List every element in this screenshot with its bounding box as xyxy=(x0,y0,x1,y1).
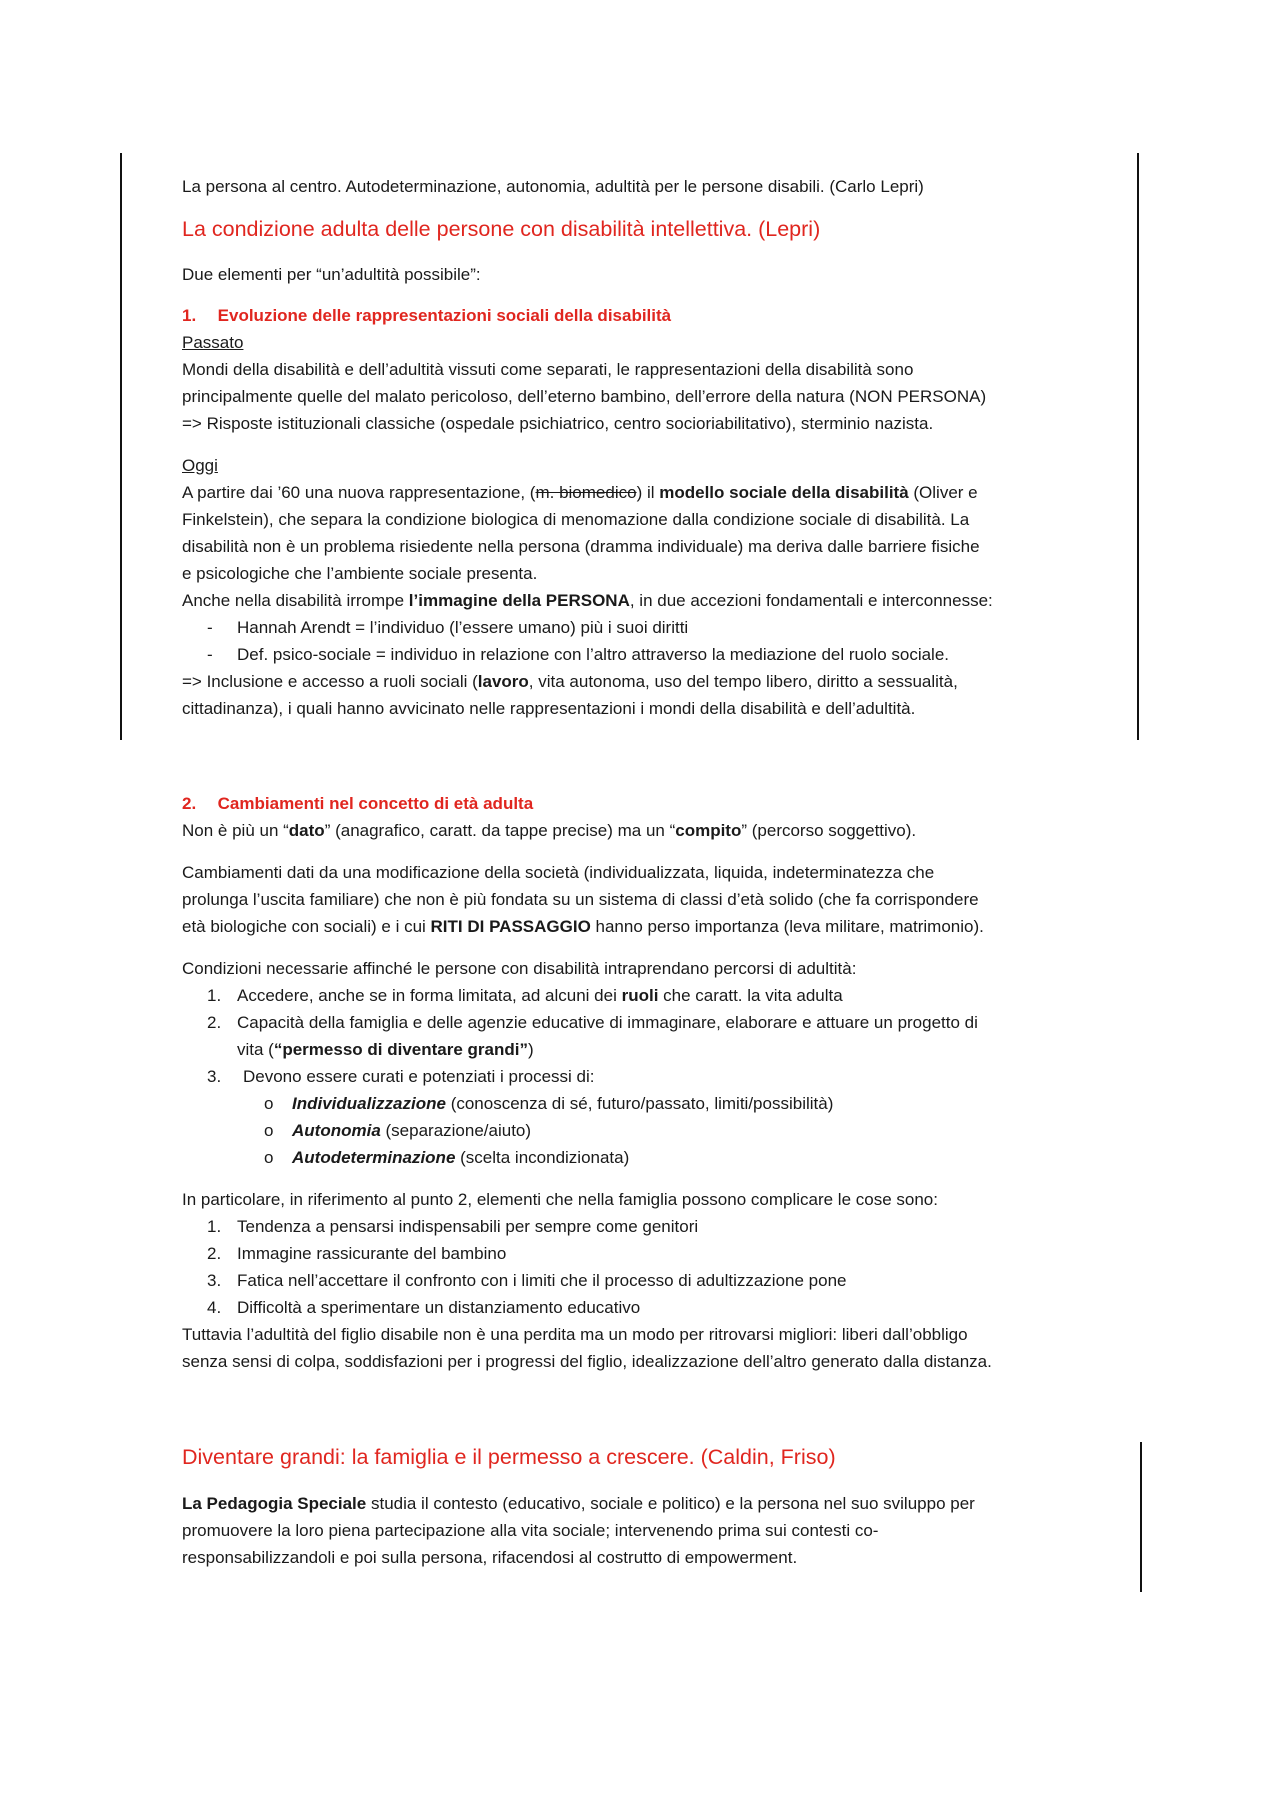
tuttavia-line: Tuttavia l’adultità del figlio disabile non è una perdita ma un modo per ritrovarsi migliori: liberi dall’obbligo xyxy=(182,1325,968,1344)
header-line: La persona al centro. Autodeterminazione, autonomia, adultità per le persone disabili. (Carlo Lepri) xyxy=(182,177,924,196)
item-text: Difficoltà a sperimentare un distanziamento educativo xyxy=(237,1298,641,1317)
oggi-line: disabilità non è un problema risiedente nella persona (dramma individuale) ma deriva dalle barriere fisiche xyxy=(182,537,980,556)
item-number: 2. xyxy=(207,1244,222,1263)
bold-text: compito xyxy=(675,821,742,840)
oggi-line xyxy=(182,482,978,504)
section2-title: Diventare grandi: la famiglia e il permesso a crescere. (Caldin, Friso) xyxy=(182,1445,836,1469)
dash-bullet: - xyxy=(207,618,213,637)
text-span: ) il xyxy=(636,483,660,502)
bold-text: La Pedagogia Speciale xyxy=(182,1494,367,1513)
bold-text: l’immagine della PERSONA xyxy=(408,591,630,610)
circle-bullet: o xyxy=(264,1148,274,1167)
section2-line: responsabilizzandoli e poi sulla persona, rifacendosi al costrutto di empowerment. xyxy=(182,1548,798,1567)
text-span: => Inclusione e accesso a ruoli sociali ( xyxy=(182,672,478,691)
item-number: 1. xyxy=(207,986,222,1005)
item-number: 3. xyxy=(207,1271,222,1290)
dash-bullet: - xyxy=(207,645,213,664)
text-span: Non è più un “ xyxy=(182,821,289,840)
item-text xyxy=(237,1039,534,1061)
bold-text: RITI DI PASSAGGIO xyxy=(430,917,591,936)
passato-line: Mondi della disabilità e dell’adultità vissuti come separati, le rappresentazioni della disabilità sono xyxy=(182,360,914,379)
text-span: età biologiche con sociali) e i cui xyxy=(182,917,431,936)
tuttavia-line: senza sensi di colpa, soddisfazioni per i progressi del figlio, idealizzazione dell’altro generato dalla distanza. xyxy=(182,1352,992,1371)
sub-item-text xyxy=(292,1147,629,1169)
point1-number: 1. xyxy=(182,306,197,325)
bold-text: lavoro xyxy=(477,672,529,691)
point1-title: Evoluzione delle rappresentazioni sociali della disabilità xyxy=(217,306,672,325)
item-number: 2. xyxy=(207,1013,222,1032)
item-text: Capacità della famiglia e delle agenzie educative di immaginare, elaborare e attuare un progetto di xyxy=(237,1013,978,1032)
item-text xyxy=(237,985,843,1007)
section1-title: La condizione adulta delle persone con disabilità intellettiva. (Lepri) xyxy=(182,217,821,241)
right-margin-bar-lower xyxy=(1140,1442,1142,1592)
text-span: (separazione/aiuto) xyxy=(380,1121,532,1140)
text-span: A partire dai ’60 una nuova rappresentazione, ( xyxy=(182,483,536,502)
condizioni-intro: Condizioni necessarie affinché le persone con disabilità intraprendano percorsi di adultità: xyxy=(182,959,857,978)
text-span: (scelta incondizionata) xyxy=(455,1148,630,1167)
text-span: ” (percorso soggettivo). xyxy=(741,821,917,840)
oggi-line: Finkelstein), che separa la condizione biologica di menomazione dalla condizione sociale di disabilità. La xyxy=(182,510,970,529)
persona-line xyxy=(182,590,993,612)
bold-italic-term: Individualizzazione xyxy=(292,1094,446,1113)
text-span: ” (anagrafico, caratt. da tappe precise) ma un “ xyxy=(324,821,676,840)
section1-intro: Due elementi per “un’adultità possibile”: xyxy=(182,265,481,284)
item-number: 4. xyxy=(207,1298,222,1317)
oggi-line: e psicologiche che l’ambiente sociale presenta. xyxy=(182,564,538,583)
text-span: Anche nella disabilità irrompe xyxy=(182,591,409,610)
item-text: Devono essere curati e potenziati i processi di: xyxy=(243,1067,595,1086)
bold-text: dato xyxy=(288,821,325,840)
sub-item-text xyxy=(292,1120,531,1142)
bold-text: “permesso di diventare grandi” xyxy=(273,1040,528,1059)
circle-bullet: o xyxy=(264,1094,274,1113)
bold-italic-term: Autonomia xyxy=(292,1121,381,1140)
point2-number: 2. xyxy=(182,794,197,813)
cambiamenti-line: prolunga l’uscita familiare) che non è più fondata su un sistema di classi d’età solido (che fa corrispondere xyxy=(182,890,979,909)
item-number: 1. xyxy=(207,1217,222,1236)
section2-line: promuovere la loro piena partecipazione alla vita sociale; intervenendo prima sui contesti co- xyxy=(182,1521,879,1540)
text-span: che caratt. la vita adulta xyxy=(658,986,843,1005)
text-span: (Oliver e xyxy=(908,483,978,502)
text-span: hanno perso importanza (leva militare, matrimonio). xyxy=(590,917,984,936)
bold-text: modello sociale della disabilità xyxy=(659,483,909,502)
cambiamenti-line: Cambiamenti dati da una modificazione della società (individualizzata, liquida, indeterminatezza che xyxy=(182,863,935,882)
cambiamenti-line xyxy=(182,916,984,938)
item-text: Fatica nell’accettare il confronto con i limiti che il processo di adultizzazione pone xyxy=(237,1271,847,1290)
item-number: 3. xyxy=(207,1067,222,1086)
item-text: Tendenza a pensarsi indispensabili per sempre come genitori xyxy=(237,1217,699,1236)
text-span: Accedere, anche se in forma limitata, ad alcuni dei xyxy=(237,986,622,1005)
text-span: , in due accezioni fondamentali e interconnesse: xyxy=(629,591,993,610)
passato-label: Passato xyxy=(182,333,244,352)
circle-bullet: o xyxy=(264,1121,274,1140)
text-span: vita ( xyxy=(237,1040,274,1059)
bold-italic-term: Autodeterminazione xyxy=(292,1148,456,1167)
strikethrough-text: m. biomedico xyxy=(535,483,637,502)
passato-line: => Risposte istituzionali classiche (ospedale psichiatrico, centro socioriabilitativo), sterminio nazista. xyxy=(182,414,934,433)
item-text: Immagine rassicurante del bambino xyxy=(237,1244,507,1263)
sub-item-text xyxy=(292,1093,833,1115)
inclusione-line: cittadinanza), i quali hanno avvicinato nelle rappresentazioni i mondi della disabilità e dell’adultità. xyxy=(182,699,916,718)
text-span: studia il contesto (educativo, sociale e politico) e la persona nel suo sviluppo per xyxy=(366,1494,975,1513)
left-margin-bar xyxy=(120,153,122,740)
oggi-label: Oggi xyxy=(182,456,218,475)
bold-text: ruoli xyxy=(621,986,659,1005)
famiglia-intro: In particolare, in riferimento al punto 2, elementi che nella famiglia possono complicare le cose sono: xyxy=(182,1190,938,1209)
point1-heading xyxy=(182,305,671,327)
passato-line: principalmente quelle del malato pericoloso, dell’eterno bambino, dell’errore della natura (NON PERSONA) xyxy=(182,387,987,406)
point2-title: Cambiamenti nel concetto di età adulta xyxy=(217,794,534,813)
right-margin-bar xyxy=(1137,153,1139,740)
dash-item-text: Def. psico-sociale = individuo in relazione con l’altro attraverso la mediazione del ruolo sociale. xyxy=(237,645,950,664)
text-span: ) xyxy=(527,1040,534,1059)
point2-heading xyxy=(182,793,533,815)
inclusione-line xyxy=(182,671,958,693)
dato-compito-line xyxy=(182,820,916,842)
text-span: , vita autonoma, uso del tempo libero, diritto a sessualità, xyxy=(528,672,958,691)
dash-item-text: Hannah Arendt = l’individuo (l’essere umano) più i suoi diritti xyxy=(237,618,689,637)
text-span: (conoscenza di sé, futuro/passato, limiti/possibilità) xyxy=(445,1094,834,1113)
section2-line xyxy=(182,1493,975,1515)
